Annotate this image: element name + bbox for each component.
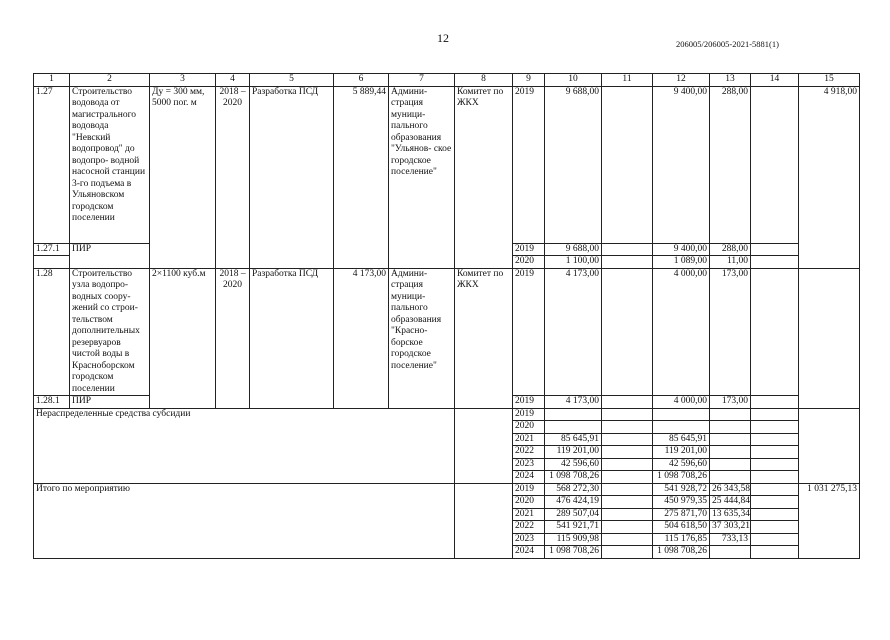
empty-cell <box>602 421 653 434</box>
year-cell: 2023 <box>513 533 545 546</box>
column-header: 6 <box>334 74 389 87</box>
item-number: 1.27 <box>34 86 70 243</box>
year-cell: 2019 <box>513 243 545 256</box>
empty-cell <box>602 483 653 496</box>
page-number: 12 <box>437 31 449 45</box>
empty-cell <box>751 458 799 471</box>
table-row <box>34 408 860 421</box>
amount-cell <box>710 458 751 471</box>
empty-cell <box>602 256 653 269</box>
amount-cell: 119 201,00 <box>653 446 710 459</box>
empty-cell <box>751 256 799 269</box>
table-row <box>34 268 860 396</box>
amount-cell: 4 000,00 <box>653 396 710 409</box>
amount-cell: 173,00 <box>710 268 751 396</box>
amount-cell <box>710 471 751 484</box>
amount-cell <box>545 421 602 434</box>
empty-cell <box>751 421 799 434</box>
column-header: 4 <box>216 74 250 87</box>
column-header: 12 <box>653 74 710 87</box>
amount-cell <box>710 546 751 559</box>
amount-cell: 450 979,35 <box>653 496 710 509</box>
year-cell: 2022 <box>513 521 545 534</box>
amount-cell: 4 173,00 <box>545 396 602 409</box>
amount-cell: 289 507,04 <box>545 508 602 521</box>
amount-cell: 288,00 <box>710 243 751 256</box>
empty-cell <box>751 496 799 509</box>
item-customer: Админи- страция муници- пального образования "Ульянов- ское городское поселение" <box>389 86 455 268</box>
year-cell: 2021 <box>513 508 545 521</box>
amount-cell: 1 098 708,26 <box>653 546 710 559</box>
year-cell: 2019 <box>513 86 545 243</box>
amount-cell: 25 444,84 <box>710 496 751 509</box>
amount-cell: 541 928,72 <box>653 483 710 496</box>
empty-cell <box>751 433 799 446</box>
amount-cell: 541 921,71 <box>545 521 602 534</box>
year-cell: 2020 <box>513 496 545 509</box>
amount-cell: 115 176,85 <box>653 533 710 546</box>
item-name: ПИР <box>70 396 150 409</box>
empty-cell <box>751 546 799 559</box>
amount-cell <box>653 421 710 434</box>
empty-cell <box>602 243 653 256</box>
column-header: 9 <box>513 74 545 87</box>
amount-cell: 26 343,58 <box>710 483 751 496</box>
empty-cell <box>751 471 799 484</box>
item-executor: Комитет по ЖКХ <box>455 268 513 408</box>
empty-cell <box>799 408 860 483</box>
empty-cell <box>602 268 653 396</box>
item-number: 1.27.1 <box>34 243 70 256</box>
item-name: Строительство узла водопро- водных соору- жений со строи- тельством дополнительных резервуаров чистой воды в Красноборском городском поселении <box>70 268 150 396</box>
amount-cell: 9 400,00 <box>653 86 710 243</box>
amount-cell: 13 635,34 <box>710 508 751 521</box>
empty-cell <box>751 268 799 396</box>
amount-cell: 85 645,91 <box>545 433 602 446</box>
amount-cell: 1 031 275,13 <box>799 483 860 558</box>
amount-cell: 115 909,98 <box>545 533 602 546</box>
item-period: 2018 – 2020 <box>216 268 250 408</box>
item-number: 1.28.1 <box>34 396 70 409</box>
year-cell: 2020 <box>513 256 545 269</box>
amount-cell <box>545 408 602 421</box>
item-customer: Админи- страция муници- пального образования "Красно- борское городское поселение" <box>389 268 455 408</box>
budget-table <box>33 73 860 559</box>
amount-cell: 4 918,00 <box>799 86 860 268</box>
item-executor: Комитет по ЖКХ <box>455 86 513 268</box>
column-header: 10 <box>545 74 602 87</box>
amount-cell: 173,00 <box>710 396 751 409</box>
column-header: 14 <box>751 74 799 87</box>
amount-cell: 119 201,00 <box>545 446 602 459</box>
column-header: 7 <box>389 74 455 87</box>
amount-cell: 9 688,00 <box>545 243 602 256</box>
column-header: 5 <box>250 74 334 87</box>
empty-cell <box>602 533 653 546</box>
amount-cell: 42 596,60 <box>653 458 710 471</box>
year-cell: 2021 <box>513 433 545 446</box>
amount-cell: 1 098 708,26 <box>545 471 602 484</box>
amount-cell: 733,13 <box>710 533 751 546</box>
item-cost: 5 889,44 <box>334 86 389 268</box>
amount-cell: 9 688,00 <box>545 86 602 243</box>
empty-cell <box>602 471 653 484</box>
empty-cell <box>455 483 513 558</box>
year-cell: 2019 <box>513 408 545 421</box>
year-cell: 2019 <box>513 483 545 496</box>
table-row <box>34 483 860 496</box>
amount-cell <box>653 408 710 421</box>
empty-cell <box>602 521 653 534</box>
item-number: 1.28 <box>34 268 70 396</box>
amount-cell: 4 000,00 <box>653 268 710 396</box>
empty-cell <box>602 86 653 243</box>
amount-cell: 1 098 708,26 <box>545 546 602 559</box>
amount-cell: 37 303,21 <box>710 521 751 534</box>
document-code: 206005/206005-2021-5881(1) <box>676 39 779 49</box>
amount-cell: 9 400,00 <box>653 243 710 256</box>
empty-cell <box>602 496 653 509</box>
amount-cell <box>710 446 751 459</box>
empty-cell <box>751 508 799 521</box>
year-cell: 2024 <box>513 471 545 484</box>
amount-cell: 476 424,19 <box>545 496 602 509</box>
amount-cell <box>710 408 751 421</box>
empty-cell <box>602 396 653 409</box>
column-header: 15 <box>799 74 860 87</box>
amount-cell: 85 645,91 <box>653 433 710 446</box>
empty-cell <box>602 546 653 559</box>
amount-cell: 288,00 <box>710 86 751 243</box>
amount-cell: 1 098 708,26 <box>653 471 710 484</box>
empty-cell <box>751 521 799 534</box>
year-cell: 2019 <box>513 268 545 396</box>
column-header: 8 <box>455 74 513 87</box>
table-row <box>34 86 860 243</box>
amount-cell: 1 089,00 <box>653 256 710 269</box>
year-cell: 2020 <box>513 421 545 434</box>
item-stage: Разработка ПСД <box>250 268 334 408</box>
empty-cell <box>455 408 513 483</box>
amount-cell: 568 272,30 <box>545 483 602 496</box>
empty-cell <box>751 408 799 421</box>
column-header: 1 <box>34 74 70 87</box>
year-cell: 2019 <box>513 396 545 409</box>
amount-cell: 1 100,00 <box>545 256 602 269</box>
empty-cell <box>602 508 653 521</box>
year-cell: 2024 <box>513 546 545 559</box>
empty-cell <box>799 268 860 408</box>
column-header: 2 <box>70 74 150 87</box>
amount-cell: 11,00 <box>710 256 751 269</box>
empty-cell <box>751 86 799 243</box>
year-cell: 2023 <box>513 458 545 471</box>
column-header: 11 <box>602 74 653 87</box>
amount-cell: 504 618,50 <box>653 521 710 534</box>
amount-cell <box>710 433 751 446</box>
empty-cell <box>751 243 799 256</box>
item-params: 2×1100 куб.м <box>150 268 216 408</box>
item-cost: 4 173,00 <box>334 268 389 408</box>
empty-cell <box>602 458 653 471</box>
empty-cell <box>751 483 799 496</box>
empty-cell <box>602 433 653 446</box>
empty-cell <box>602 446 653 459</box>
section-label: Нераспределенные средства субсидии <box>34 408 455 483</box>
amount-cell: 275 871,70 <box>653 508 710 521</box>
column-number-row <box>34 74 860 87</box>
empty-cell <box>751 533 799 546</box>
empty-cell <box>34 256 70 269</box>
item-name: ПИР <box>70 243 150 268</box>
empty-cell <box>751 446 799 459</box>
item-period: 2018 – 2020 <box>216 86 250 268</box>
item-name: Строительство водовода от магистрального водовода "Невский водопровод" до водопро- водной насосной станции 3-го подъема в Ульяновском городском поселении <box>70 86 150 243</box>
year-cell: 2022 <box>513 446 545 459</box>
empty-cell <box>602 408 653 421</box>
amount-cell: 4 173,00 <box>545 268 602 396</box>
amount-cell <box>710 421 751 434</box>
column-header: 13 <box>710 74 751 87</box>
item-params: Ду = 300 мм, 5000 пог. м <box>150 86 216 268</box>
item-stage: Разработка ПСД <box>250 86 334 268</box>
column-header: 3 <box>150 74 216 87</box>
amount-cell: 42 596,60 <box>545 458 602 471</box>
empty-cell <box>751 396 799 409</box>
section-label: Итого по мероприятию <box>34 483 455 558</box>
